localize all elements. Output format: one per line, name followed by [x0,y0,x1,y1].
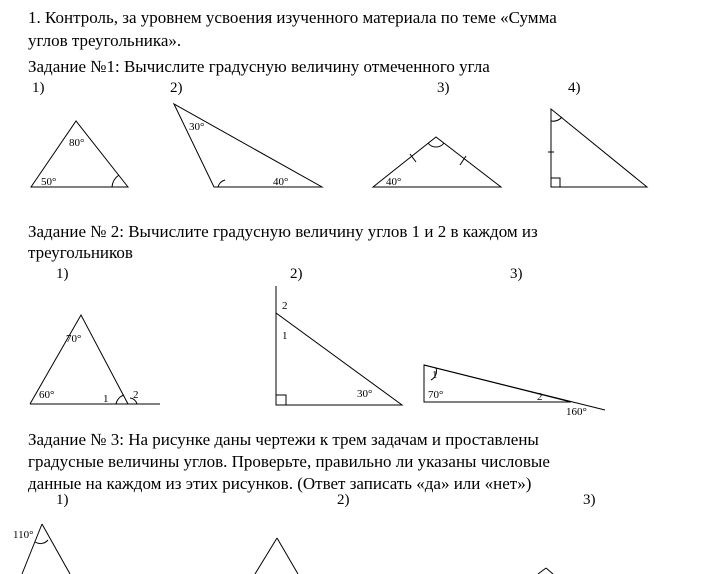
task1-figure-4-triangle [548,109,647,187]
task2-number-2: 2) [290,266,303,282]
task3-number-3: 3) [583,492,596,508]
task2-fig3-angle-1: 1 [432,369,438,381]
task2-figure-2-triangle [276,286,402,405]
task3-number-2: 2) [337,492,350,508]
task2-fig2-angle-bottom: 30° [357,388,373,400]
task3-figure-2-partial [255,538,298,574]
task3-figure-3-partial [538,568,553,574]
task2-fig3-angle-2: 2 [537,391,543,403]
task1-fig2-angle-a: 30° [189,121,205,133]
task3-number-1: 1) [56,492,69,508]
task2-fig1-angle-top: 70° [66,333,82,345]
task2-number-1: 1) [56,266,69,282]
task2-fig1-angle-1: 1 [103,393,109,405]
task1-figure-3-triangle [373,137,501,188]
task3-line-3: данные на каждом из этих рисунков. (Ответ записать «да» или «нет») [28,474,532,493]
task1-figure-2-triangle [174,104,322,188]
task1-fig3-angle-a: 40° [386,176,402,188]
task1-number-4: 4) [568,80,581,96]
task1-figure-1-triangle [31,121,128,188]
task2-fig3-angle-left: 70° [428,389,444,401]
intro-line-2: углов треугольника». [28,31,182,50]
task3-fig1-angle-a: 110° [13,529,34,541]
task1-heading: Задание №1: Вычислите градусную величину отмеченного угла [28,57,490,76]
task3-line-1: Задание № 3: На рисунке даны чертежи к трем задачам и проставлены [28,430,539,449]
task1-fig2-angle-b: 40° [273,176,289,188]
task2-heading-line-1: Задание № 2: Вычислите градусную величину углов 1 и 2 в каждом из [28,222,538,241]
task2-fig1-angle-left: 60° [39,389,55,401]
task3-line-2: градусные величины углов. Проверьте, правильно ли указаны числовые [28,452,550,471]
task1-fig1-angle-a: 80° [69,137,85,149]
task2-fig2-angle-2: 2 [282,300,288,312]
task2-figure-3-triangle [424,365,605,418]
task1-fig1-angle-b: 50° [41,176,57,188]
intro-line-1: 1. Контроль, за уровнем усвоения изученного материала по теме «Сумма [28,8,557,27]
task2-fig2-angle-1: 1 [282,330,288,342]
task2-fig3-angle-ext: 160° [566,406,587,418]
task3-figure-1-partial [13,524,70,574]
task2-heading-line-2: треугольников [28,243,133,262]
task1-number-2: 2) [170,80,183,96]
task2-number-3: 3) [510,266,523,282]
task2-fig1-angle-2: 2 [133,389,139,401]
task1-number-1: 1) [32,80,45,96]
task2-figure-1-triangle [30,315,160,405]
task1-number-3: 3) [437,80,450,96]
